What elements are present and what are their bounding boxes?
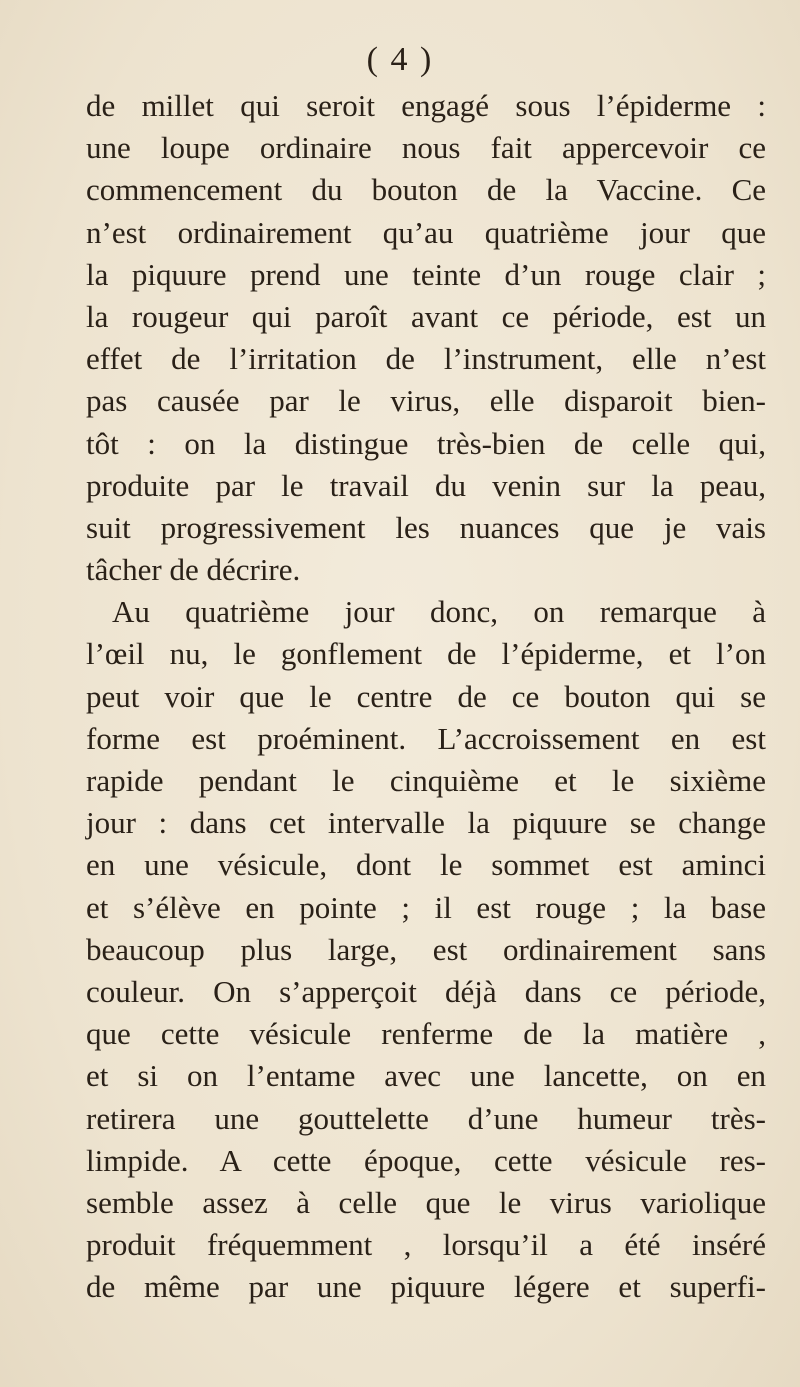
text-line: couleur. On s’apperçoit déjà dans ce période, (86, 973, 766, 1009)
page-number: ( 4 ) (366, 41, 434, 78)
text-line: forme est proéminent. L’accroissement en est (86, 720, 766, 756)
text-line: et si on l’entame avec une lancette, on en (86, 1058, 766, 1094)
text-line: tâcher de décrire. (86, 552, 301, 588)
text-line: effet de l’irritation de l’instrument, elle n’est (86, 341, 766, 377)
text-line: rapide pendant le cinquième et le sixième (86, 763, 766, 798)
text-line: la piquure prend une teinte d’un rouge clair ; (86, 256, 766, 292)
text-line: jour : dans cet intervalle la piquure se change (86, 805, 766, 841)
text-line: n’est ordinairement qu’au quatrième jour que (86, 214, 766, 250)
text-line: semble assez à celle que le virus variolique (86, 1184, 766, 1220)
text-line: de millet qui seroit engagé sous l’épiderme : (86, 88, 766, 123)
paragraph-1 (86, 85, 766, 591)
text-line: et s’élève en pointe ; il est rouge ; la base (86, 889, 766, 925)
text-line: suit progressivement les nuances que je vais (86, 509, 766, 545)
text-line: tôt : on la distingue très-bien de celle qui, (86, 425, 766, 461)
text-line: retirera une gouttelette d’une humeur très- (86, 1100, 766, 1136)
text-line: beaucoup plus large, est ordinairement sans (86, 931, 766, 967)
text-line: pas causée par le virus, elle disparoit bien- (86, 383, 766, 419)
text-line: de même par une piquure légere et superfi- (86, 1269, 766, 1305)
text-line: en une vésicule, dont le sommet est aminci (86, 847, 766, 883)
text-line: Au quatrième jour donc, on remarque à (112, 594, 766, 630)
text-line: limpide. A cette époque, cette vésicule res- (86, 1142, 766, 1178)
text-line: une loupe ordinaire nous fait appercevoir ce (86, 130, 766, 166)
text-line: peut voir que le centre de ce bouton qui se (86, 678, 766, 714)
text-line: que cette vésicule renferme de la matière , (86, 1016, 766, 1052)
text-line: la rougeur qui paroît avant ce période, est un (86, 298, 766, 334)
body-text (86, 85, 766, 1308)
paragraph-2 (86, 591, 766, 1308)
text-line: produit fréquemment , lorsqu’il a été inséré (86, 1227, 766, 1263)
text-line: commencement du bouton de la Vaccine. Ce (86, 172, 766, 208)
text-line: l’œil nu, le gonflement de l’épiderme, et l’on (86, 636, 766, 672)
text-line: produite par le travail du venin sur la peau, (86, 467, 766, 503)
